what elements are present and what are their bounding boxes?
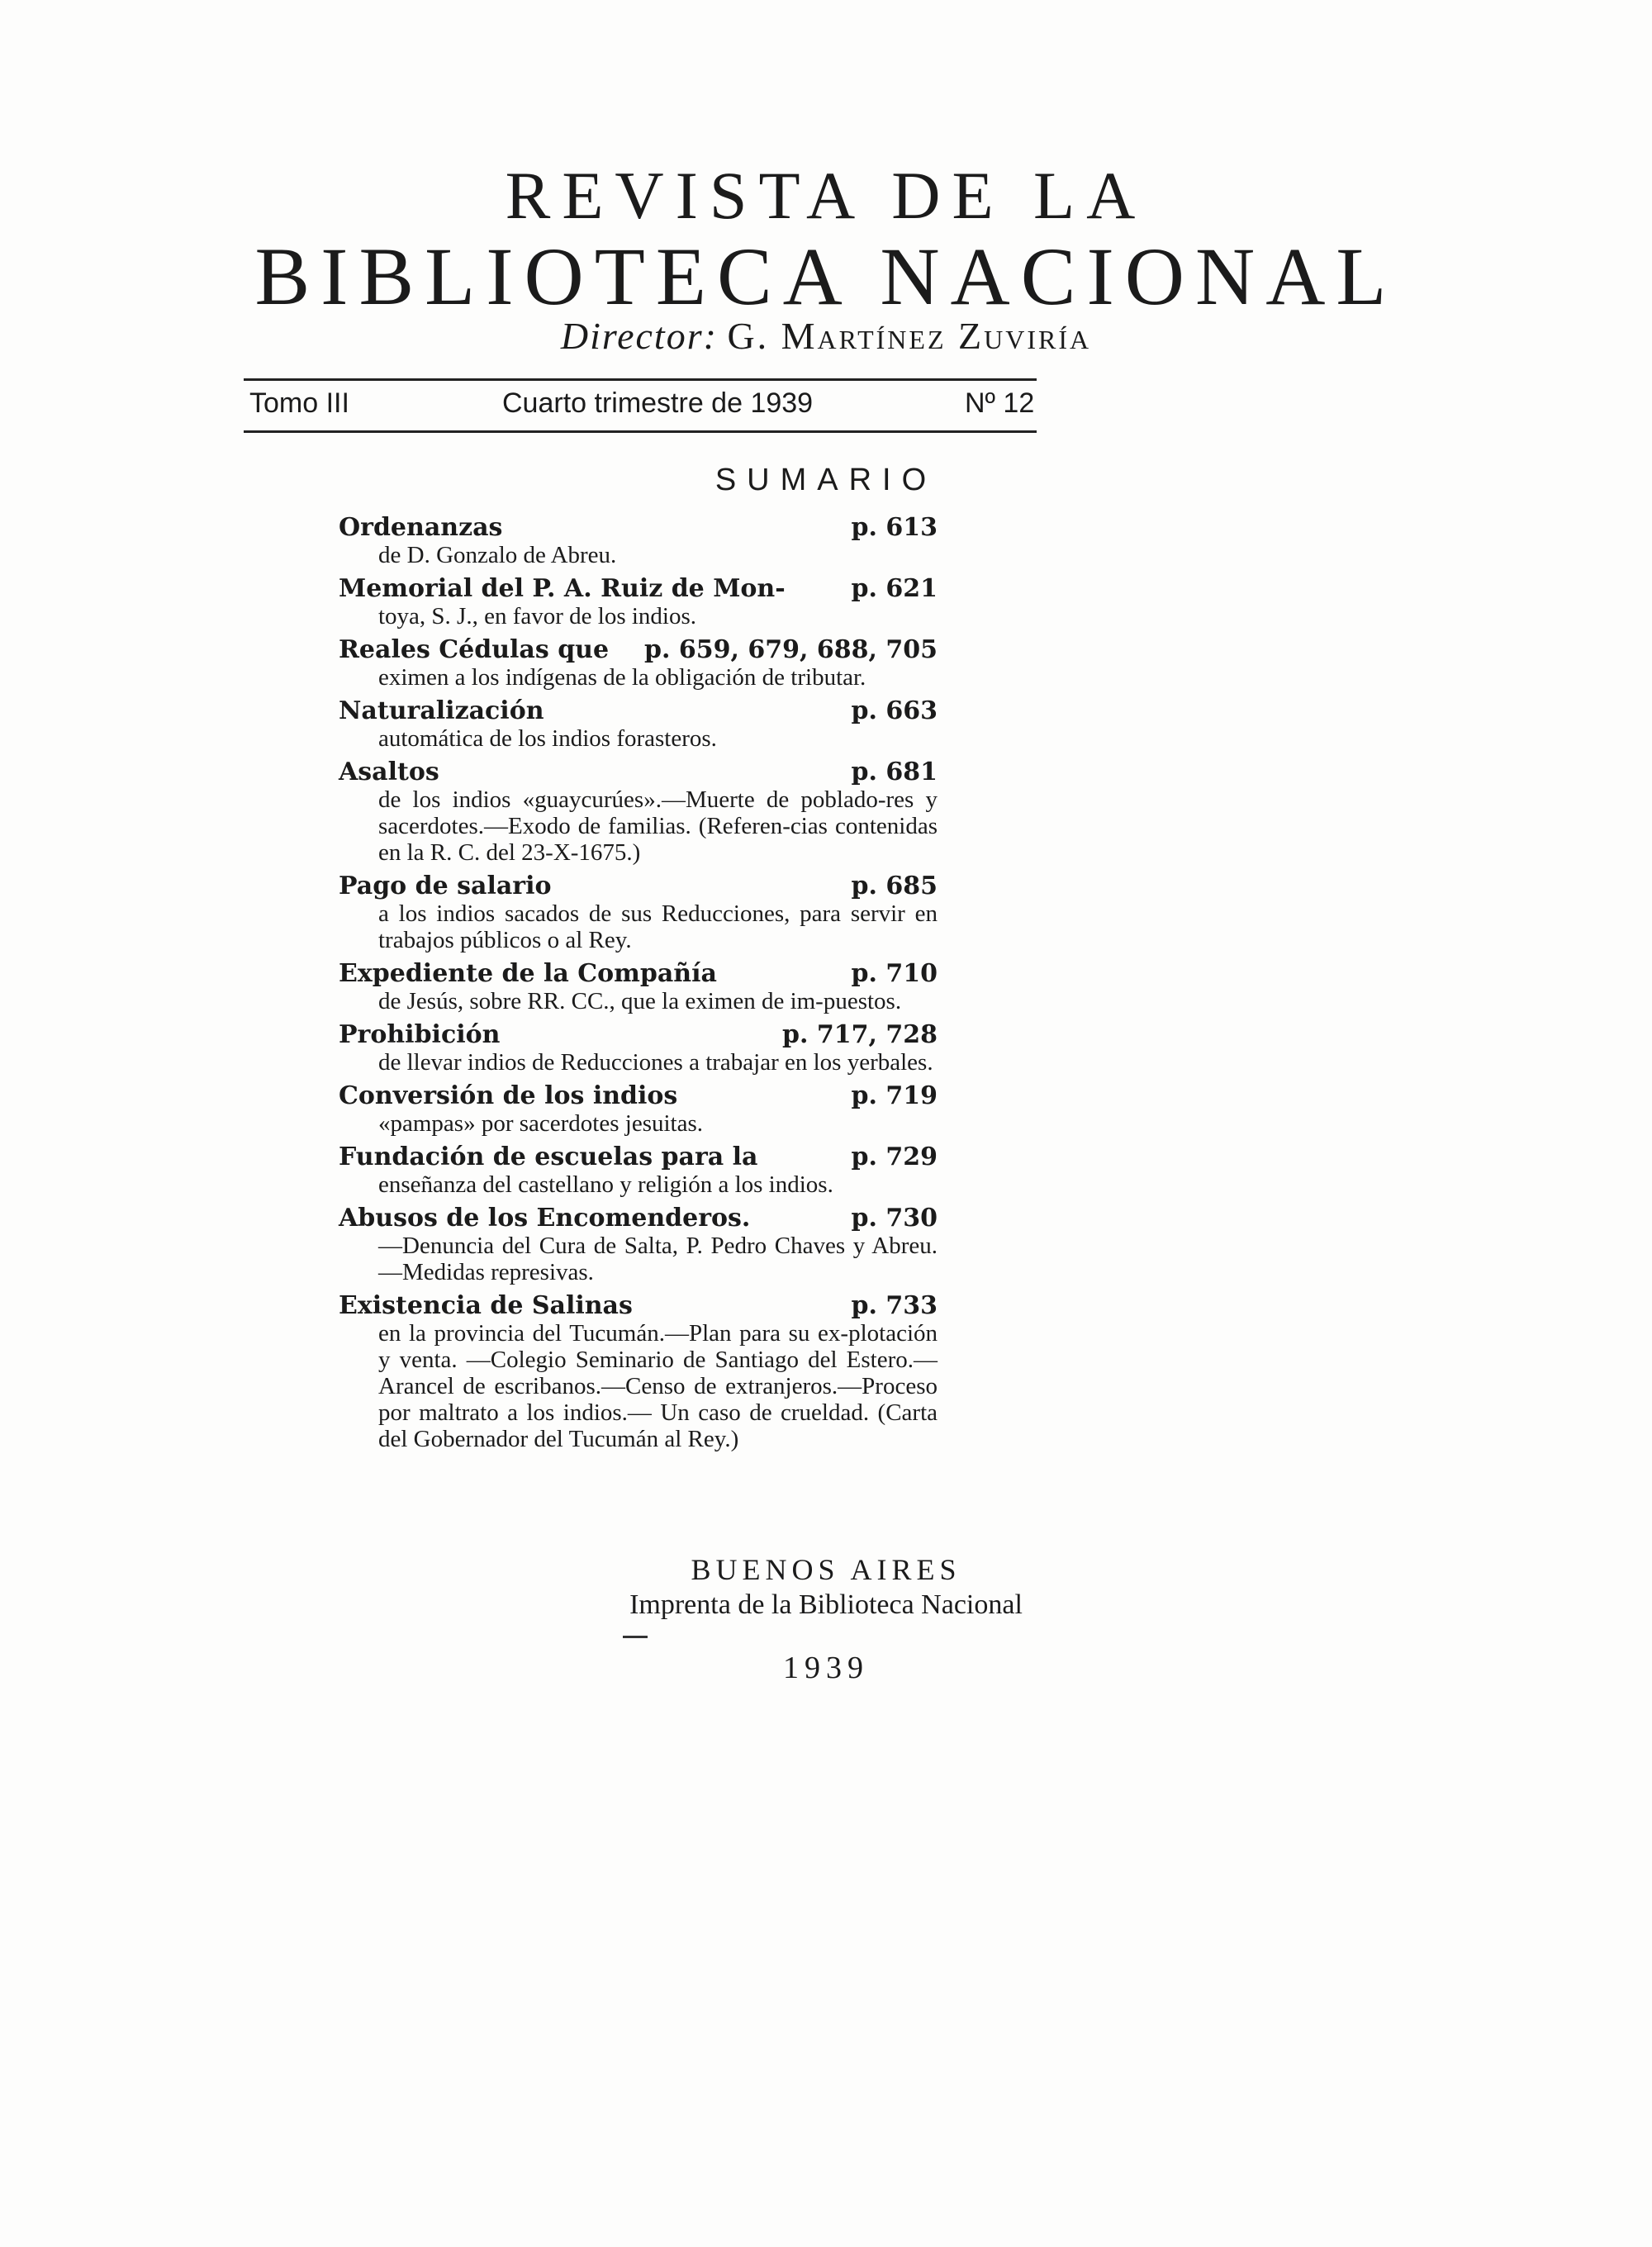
toc-entry-description: de D. Gonzalo de Abreu. <box>378 542 617 568</box>
imprint-printer: Imprenta de la Biblioteca Nacional <box>629 1589 1023 1620</box>
toc-entry <box>339 1082 938 1137</box>
toc-entry-page: p. 719 <box>851 1081 938 1110</box>
toc-entry <box>339 575 938 629</box>
toc-entry-description: de Jesús, sobre RR. CC., que la eximen de im-puestos. <box>378 988 902 1014</box>
toc-entry-description: a los indios sacados de sus Reducciones, para servir en trabajos públicos o al Rey. <box>378 900 938 953</box>
toc-entry-description: enseñanza del castellano y religión a los indios. <box>378 1171 833 1198</box>
toc-entry-page: p. 729 <box>851 1143 938 1171</box>
toc-entry-page: p. 613 <box>851 513 938 542</box>
sumario-heading: SUMARIO <box>714 463 938 497</box>
toc-entry-description: en la provincia del Tucumán.—Plan para su ex-plotación y venta. —Colegio Seminario de Santiago del Estero.—Arancel de escribanos.—Censo de extranjeros.—Proceso por maltrato a los indios.— Un caso de crueldad. (Carta del Gobernador del Tucumán al Rey.) <box>378 1320 938 1452</box>
toc-entry-head <box>339 1292 938 1320</box>
toc-entry-title: Prohibición <box>339 1020 501 1049</box>
toc-entry-page: p. 663 <box>851 696 938 725</box>
table-of-contents <box>339 514 938 1459</box>
toc-entry <box>339 1204 938 1285</box>
issue-period: Cuarto trimestre de 1939 <box>502 387 814 419</box>
toc-entry-page: p. 659, 679, 688, 705 <box>643 635 938 664</box>
toc-entry-head <box>339 697 938 725</box>
toc-entry-head <box>339 1204 938 1233</box>
toc-entry-description: de los indios «guaycurúes».—Muerte de poblado-res y sacerdotes.—Exodo de familias. (Referen-cias contenidas en la R. C. del 23-X-1675.) <box>378 786 938 866</box>
toc-entry-description: automática de los indios forasteros. <box>378 725 717 752</box>
toc-entry-title: Fundación de escuelas para la <box>339 1143 758 1171</box>
director-label: Director: <box>560 315 718 357</box>
toc-entry-title: Naturalización <box>339 696 544 725</box>
toc-entry-page: p. 710 <box>851 959 938 988</box>
toc-entry <box>339 697 938 752</box>
toc-entry-head <box>339 1082 938 1110</box>
toc-entry-title: Existencia de Salinas <box>339 1291 633 1320</box>
toc-entry-title: Ordenanzas <box>339 513 503 542</box>
toc-entry-title: Asaltos <box>339 758 439 786</box>
toc-entry-head <box>339 575 938 603</box>
issue-number: Nº 12 <box>965 387 1035 419</box>
toc-entry-description: «pampas» por sacerdotes jesuitas. <box>378 1110 704 1137</box>
toc-entry-page: p. 733 <box>851 1291 938 1320</box>
toc-entry <box>339 960 938 1014</box>
imprint-year: 1939 <box>783 1651 869 1685</box>
director-name: G. Martínez Zuviría <box>727 315 1092 357</box>
title-line-2: BIBLIOTECA NACIONAL <box>254 230 1398 322</box>
toc-entry-head <box>339 514 938 542</box>
toc-entry-description: eximen a los indígenas de la obligación de tributar. <box>378 664 866 691</box>
toc-entry-page: p. 730 <box>851 1204 938 1233</box>
toc-entry <box>339 514 938 568</box>
title-line-1: REVISTA DE LA <box>505 158 1147 233</box>
toc-entry-head <box>339 1143 938 1171</box>
toc-entry-head <box>339 872 938 900</box>
imprint-city: BUENOS AIRES <box>691 1553 961 1586</box>
toc-entry <box>339 872 938 953</box>
toc-entry-page: p. 685 <box>851 872 938 900</box>
toc-entry <box>339 1021 938 1076</box>
toc-entry-description: toya, S. J., en favor de los indios. <box>378 603 697 629</box>
imprint-divider <box>623 1636 648 1638</box>
toc-entry-page: p. 681 <box>851 758 938 786</box>
toc-entry-title: Expediente de la Compañía <box>339 959 717 988</box>
issue-tomo: Tomo III <box>249 387 349 419</box>
toc-entry-title: Conversión de los indios <box>339 1081 678 1110</box>
toc-entry <box>339 1292 938 1452</box>
bottom-rule <box>244 430 1037 433</box>
toc-entry-title: Pago de salario <box>339 872 552 900</box>
toc-entry-page: p. 621 <box>851 574 938 603</box>
toc-entry-head <box>339 960 938 988</box>
toc-entry-title: Abusos de los Encomenderos. <box>339 1204 751 1233</box>
toc-entry-head <box>339 758 938 786</box>
toc-entry-head <box>339 1021 938 1049</box>
toc-entry <box>339 636 938 691</box>
toc-entry-description: —Denuncia del Cura de Salta, P. Pedro Chaves y Abreu.—Medidas represivas. <box>378 1233 938 1285</box>
top-rule <box>244 378 1037 381</box>
toc-entry-title: Memorial del P. A. Ruiz de Mon- <box>339 574 786 603</box>
toc-entry-head <box>339 636 938 664</box>
toc-entry-title: Reales Cédulas que <box>339 635 610 664</box>
toc-entry-page: p. 717, 728 <box>782 1020 938 1049</box>
director-line <box>0 317 1652 355</box>
toc-entry <box>339 758 938 866</box>
toc-entry <box>339 1143 938 1198</box>
toc-entry-description: de llevar indios de Reducciones a trabajar en los yerbales. <box>378 1049 933 1076</box>
